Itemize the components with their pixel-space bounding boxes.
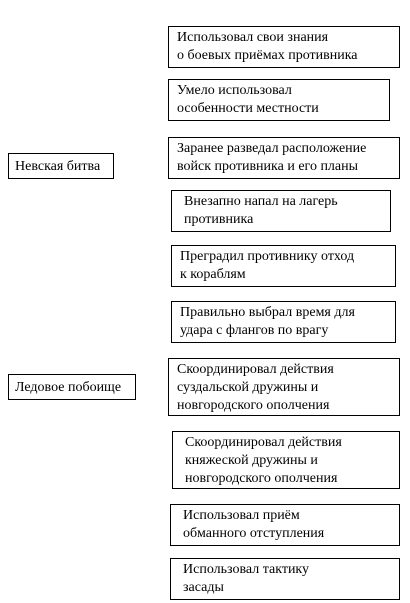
action-box-5 bbox=[171, 245, 396, 287]
action-line: противника bbox=[184, 212, 254, 227]
battle-label: Ледовое побоище bbox=[15, 380, 122, 395]
action-line: Преградил противнику отход bbox=[180, 249, 355, 264]
action-line: к кораблям bbox=[180, 267, 246, 282]
action-line: о боевых приёмах противника bbox=[177, 48, 358, 63]
action-line: удара с флангов по врагу bbox=[180, 323, 329, 338]
action-line: Внезапно напал на лагерь bbox=[184, 194, 338, 209]
action-box-1 bbox=[168, 26, 400, 68]
action-line: Умело использовал bbox=[177, 83, 292, 98]
action-box-3 bbox=[168, 137, 400, 179]
action-line: войск противника и его планы bbox=[177, 159, 359, 174]
battle-label: Невская битва bbox=[15, 159, 101, 174]
action-line: Использовал свои знания bbox=[177, 30, 329, 45]
action-box-8 bbox=[172, 431, 400, 489]
action-line: Правильно выбрал время для bbox=[180, 305, 355, 320]
action-line: засады bbox=[183, 580, 224, 595]
action-line: особенности местности bbox=[177, 101, 319, 116]
action-box-10 bbox=[170, 558, 400, 600]
action-line: Скоординировал действия bbox=[177, 362, 334, 377]
action-line: Скоординировал действия bbox=[185, 435, 342, 450]
action-box-9 bbox=[170, 504, 400, 546]
battle-box-neva bbox=[8, 153, 114, 179]
action-box-7 bbox=[168, 358, 400, 416]
action-line: новгородского ополчения bbox=[185, 471, 338, 486]
action-line: Заранее разведал расположение bbox=[177, 141, 367, 156]
action-line: новгородского ополчения bbox=[177, 398, 330, 413]
action-line: суздальской дружины и bbox=[177, 380, 319, 395]
action-line: Использовал тактику bbox=[183, 562, 310, 577]
action-box-2 bbox=[168, 79, 390, 121]
action-line: княжеской дружины и bbox=[185, 453, 318, 468]
battle-box-ice bbox=[8, 374, 136, 400]
action-box-4 bbox=[171, 190, 391, 232]
action-line: обманного отступления bbox=[183, 526, 325, 541]
action-box-6 bbox=[171, 301, 396, 343]
action-line: Использовал приём bbox=[183, 508, 300, 523]
